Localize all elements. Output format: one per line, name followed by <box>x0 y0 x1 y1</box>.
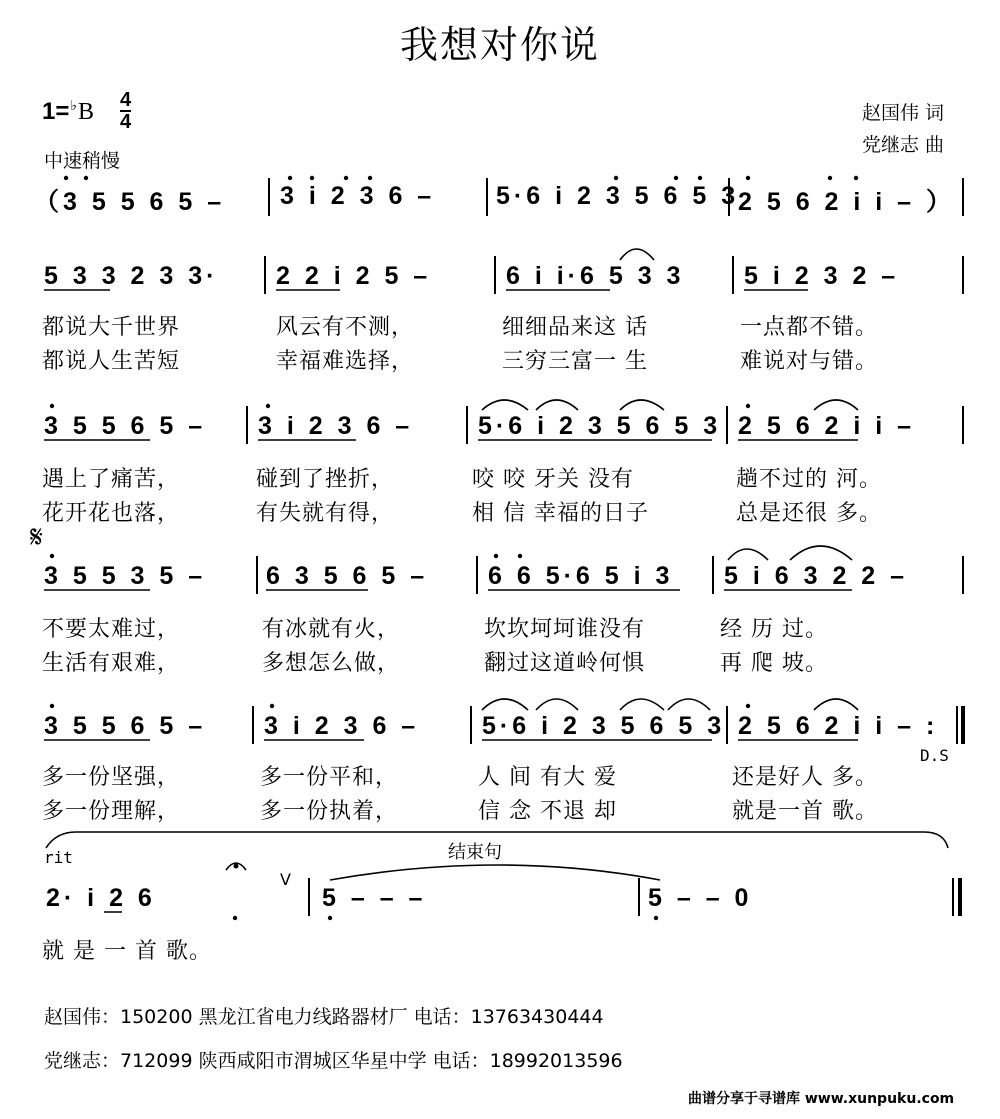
lyric-5-3a: 人 间 有大 爱 <box>478 765 617 790</box>
lyric-2-1a: 都说大千世界 <box>42 315 181 340</box>
lyric-5-4b: 就是一首 歌。 <box>732 799 878 824</box>
slur <box>482 400 528 410</box>
slur <box>814 400 858 410</box>
lyric-5-2a: 多一份平和， <box>260 765 399 790</box>
lyric-5-1b: 多一份理解， <box>42 799 181 824</box>
measure-4-3: 6 6 5·6 5 i 3 <box>488 562 674 590</box>
measure-3-2: 3 i 2 3 6 – <box>258 412 414 440</box>
lyric-4-2a: 有冰就有火， <box>262 617 401 642</box>
measure-5-2: 3 i 2 3 6 – <box>264 712 420 740</box>
lyric-2-1b: 都说人生苦短 <box>42 349 181 374</box>
measure-1-1: （3 5 5 6 5 – <box>34 188 226 216</box>
lyric-3-3b: 相 信 幸福的日子 <box>472 501 649 526</box>
lyric-3-1a: 遇上了痛苦， <box>42 467 181 492</box>
lyric-2-3a: 细细品来这 话 <box>502 315 648 340</box>
measure-1-3: 5·6 i 2 3 5 6 5 3 <box>496 182 740 210</box>
lyric-2-2a: 风云有不测， <box>276 315 415 340</box>
lyric-5-3b: 信 念 不退 却 <box>478 799 617 824</box>
breath-mark: V <box>280 870 291 889</box>
measure-5-1: 3 5 5 6 5 – <box>44 712 207 740</box>
slur <box>620 699 664 710</box>
measure-6-2: 5 – – – <box>322 884 427 912</box>
measure-2-2: 2 2 i 2 5 – <box>276 262 432 290</box>
measure-1-2: 3 i 2 3 6 – <box>280 182 436 210</box>
footer-line-1: 赵国伟：150200 黑龙江省电力线路器材厂 电话：13763430444 <box>44 1006 604 1028</box>
lyric-4-3b: 翻过这道岭何惧 <box>484 651 646 676</box>
slur <box>482 699 528 710</box>
tempo-marking: 中速稍慢 <box>44 150 121 172</box>
segno-sign: 𝄋 <box>30 520 43 555</box>
measure-4-2: 6 3 5 6 5 – <box>266 562 429 590</box>
measure-3-4: 2 5 6 2 i i – <box>738 412 916 440</box>
key-prefix: 1= <box>42 98 70 125</box>
slur <box>536 699 578 710</box>
lyric-4-2b: 多想怎么做， <box>262 651 401 676</box>
lyric-5-1a: 多一份坚强， <box>42 765 181 790</box>
phrase-bracket <box>46 832 948 848</box>
measure-3-3: 5·6 i 2 3 5 6 5 3 <box>478 412 722 440</box>
lyric-3-2b: 有失就有得， <box>256 501 395 526</box>
rit-marking: rit <box>44 848 73 867</box>
measure-2-3: 6 i i·6 5 3 3 <box>506 262 685 290</box>
measure-2-1: 5 3 3 2 3 3· <box>44 262 219 290</box>
lyric-4-1b: 生活有艰难， <box>42 651 181 676</box>
lyricist-credit: 赵国伟 词 <box>862 102 945 124</box>
lyric-4-3a: 坎坎坷坷谁没有 <box>484 617 646 642</box>
slur <box>620 249 654 260</box>
slur <box>790 546 852 560</box>
lyric-5-4a: 还是好人 多。 <box>732 765 878 790</box>
measure-6-1: 2· i 2 6 <box>46 884 156 912</box>
lyric-2-4a: 一点都不错。 <box>740 315 879 340</box>
lyric-3-1b: 花开花也落， <box>42 501 181 526</box>
lyric-5-2b: 多一份执着， <box>260 799 399 824</box>
time-top: 4 <box>120 89 132 111</box>
measure-6-3: 5 – – 0 <box>648 884 753 912</box>
slur <box>728 549 768 560</box>
measure-5-3: 5·6 i 2 3 5 6 5 3 <box>482 712 726 740</box>
footer-line-2: 党继志：712099 陕西咸阳市渭城区华星中学 电话：18992013596 <box>44 1050 623 1072</box>
lyric-4-4a: 经 历 过。 <box>720 617 828 642</box>
slur <box>620 400 664 410</box>
measure-1-4: 2 5 6 2 i i – ） <box>738 188 956 216</box>
measure-3-1: 3 5 5 6 5 – <box>44 412 207 440</box>
ds-marking: D.S <box>920 746 949 765</box>
flat-sign: ♭ <box>70 97 77 113</box>
slur <box>814 699 858 710</box>
tie <box>330 865 660 880</box>
lyric-3-3a: 咬 咬 牙关 没有 <box>472 467 634 492</box>
ending-label: 结束句 <box>448 842 502 863</box>
composer-credit: 党继志 曲 <box>862 134 945 156</box>
lyric-2-3b: 三穷三富一 生 <box>502 349 648 374</box>
lyric-3-2a: 碰到了挫折， <box>256 467 395 492</box>
page-title: 我想对你说 <box>399 23 600 67</box>
measure-2-4: 5 i 2 3 2 – <box>744 262 900 290</box>
measure-4-1: 3 5 5 3 5 – <box>44 562 207 590</box>
measure-4-4: 5 i 6 3 2 2 – <box>724 562 909 590</box>
lyric-2-4b: 难说对与错。 <box>740 349 879 374</box>
time-bottom: 4 <box>120 111 132 133</box>
watermark: 曲谱分享于寻谱库 www.xunpuku.com <box>688 1091 955 1107</box>
slur <box>668 699 710 710</box>
lyric-6-1a: 就 是 一 首 歌。 <box>42 939 212 964</box>
lyric-4-4b: 再 爬 坡。 <box>720 651 828 676</box>
key-letter: B <box>77 99 94 125</box>
lyric-4-1a: 不要太难过， <box>42 617 181 642</box>
lyric-3-4a: 趟不过的 河。 <box>736 467 882 492</box>
lyric-3-4b: 总是还很 多。 <box>736 501 882 526</box>
measure-5-4: 2 5 6 2 i i – : <box>738 712 939 740</box>
fermata-dot <box>234 864 239 869</box>
lyric-2-2b: 幸福难选择， <box>276 349 415 374</box>
slur <box>536 400 578 410</box>
